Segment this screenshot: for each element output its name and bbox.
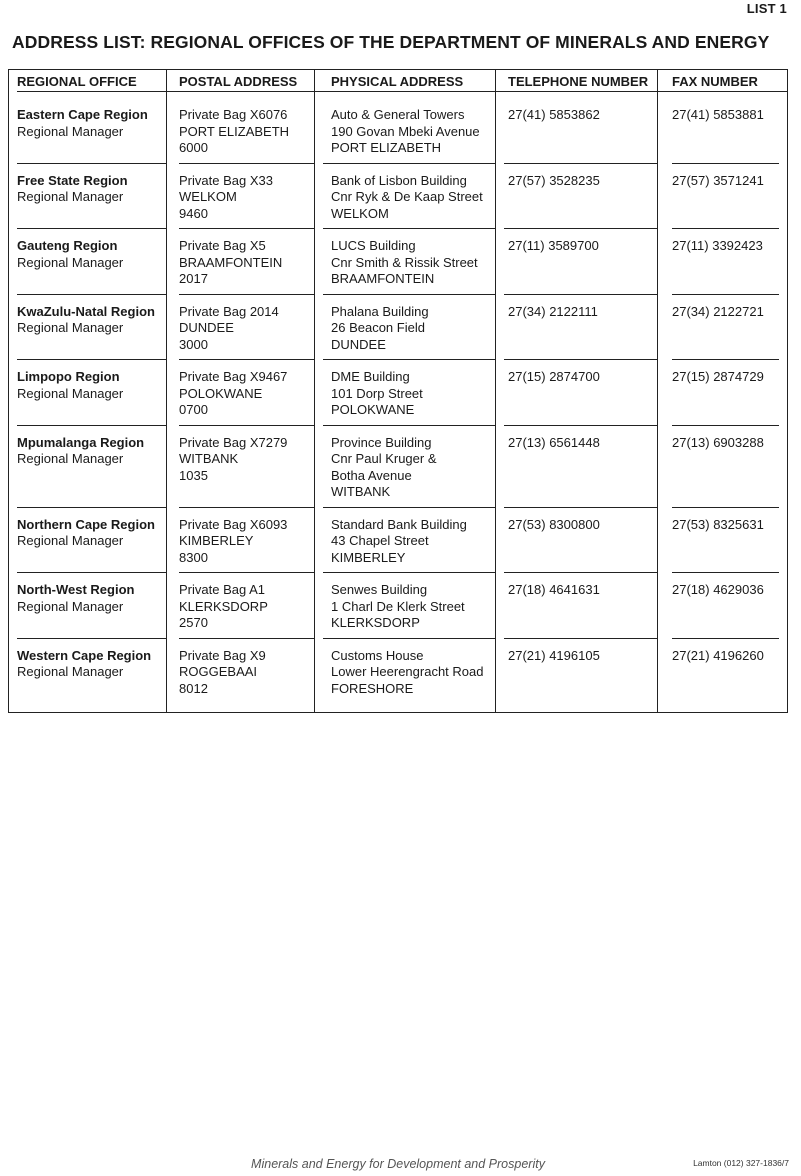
postal-address-cell-line: BRAAMFONTEIN [179,254,283,270]
row-rule [672,425,779,426]
column-separator [314,70,315,712]
regional-office-cell-line: Regional Manager [17,385,124,401]
row-rule [179,163,314,164]
physical-address-cell-line: BRAAMFONTEIN [331,271,435,286]
column-separator [657,70,658,712]
postal-address-cell [179,517,287,567]
regional-office-cell [17,648,151,681]
regional-office-cell-line: Eastern Cape Region [17,107,148,122]
row-rule [323,294,495,295]
row-rule [179,294,314,295]
fax-cell [672,582,764,599]
regional-office-cell-line: Regional Manager [17,664,124,679]
telephone-cell-line: 27(21) 4196105 [508,647,600,663]
postal-address-cell [179,107,289,157]
postal-address-cell-line: Private Bag X7279 [179,434,288,450]
address-table [8,69,788,713]
physical-address-cell [331,582,465,632]
physical-address-cell-line: POLOKWANE [331,402,415,417]
physical-address-cell-line: Cnr Ryk & De Kaap Street [331,189,483,204]
postal-address-cell-line: KIMBERLEY [179,533,254,548]
row-rule [323,572,495,573]
postal-address-cell [179,369,287,419]
row-rule [323,507,495,508]
regional-office-cell-line: Limpopo Region [17,369,120,384]
physical-address-cell-line: DUNDEE [331,336,386,352]
physical-address-cell-line: KIMBERLEY [331,549,406,565]
postal-address-cell [179,238,282,288]
row-rule [17,228,166,229]
postal-address-cell-line: 2570 [179,615,208,630]
column-separator [166,70,167,712]
physical-address-cell-line: Province Building [331,434,432,450]
row-rule [672,638,779,639]
physical-address-cell-line: Phalana Building [331,303,429,319]
fax-cell-line: 27(21) 4196260 [672,647,764,663]
column-header-regional-office: REGIONAL OFFICE [17,74,137,89]
fax-cell-line: 27(13) 6903288 [672,434,764,450]
physical-address-cell-line: 190 Govan Mbeki Avenue [331,123,480,139]
regional-office-cell-line: Regional Manager [17,189,124,204]
physical-address-cell-line: KLERKSDORP [331,615,420,630]
row-rule [179,507,314,508]
telephone-cell-line: 27(57) 3528235 [508,172,600,188]
physical-address-cell [331,238,478,288]
telephone-cell-line: 27(13) 6561448 [508,434,600,450]
postal-address-cell-line: 8300 [179,549,208,565]
telephone-cell [508,173,600,190]
postal-address-cell-line: Private Bag X6076 [179,107,288,122]
fax-cell-line: 27(18) 4629036 [672,582,764,597]
fax-cell [672,369,764,386]
postal-address-cell-line: 0700 [179,402,208,417]
physical-address-cell [331,369,423,419]
row-rule [323,425,495,426]
fax-cell [672,648,764,665]
column-header-fax-number: FAX NUMBER [672,74,758,89]
list-label: LIST 1 [746,1,787,16]
postal-address-cell-line: Private Bag X5 [179,238,266,253]
row-rule [323,163,495,164]
regional-office-cell-line: Regional Manager [17,254,124,270]
telephone-cell-line: 27(15) 2874700 [508,369,600,384]
physical-address-cell [331,107,480,157]
telephone-cell [508,648,600,665]
row-rule [672,572,779,573]
fax-cell [672,173,764,190]
postal-address-cell-line: Private Bag X33 [179,172,273,188]
physical-address-cell-line: FORESHORE [331,680,414,696]
row-rule [179,425,314,426]
postal-address-cell-line: ROGGEBAAI [179,664,258,679]
row-rule [323,359,495,360]
physical-address-cell-line: Lower Heerengracht Road [331,664,484,679]
row-rule [17,294,166,295]
regional-office-cell [17,107,148,140]
telephone-cell [508,107,600,124]
physical-address-cell-line: 1 Charl De Klerk Street [331,598,465,614]
row-rule [504,425,657,426]
telephone-cell-line: 27(11) 3589700 [508,238,599,253]
row-rule [17,425,166,426]
physical-address-cell-line: WITBANK [331,484,391,499]
postal-address-cell-line: WITBANK [179,451,239,466]
regional-office-cell-line: Regional Manager [17,320,124,335]
regional-office-cell-line: Regional Manager [17,123,124,139]
physical-address-cell-line: Senwes Building [331,582,428,597]
row-rule [504,294,657,295]
row-rule [17,638,166,639]
postal-address-cell-line: Private Bag X9467 [179,369,288,384]
postal-address-cell-line: 1035 [179,467,208,483]
telephone-cell-line: 27(41) 5853862 [508,107,600,122]
fax-cell [672,435,764,452]
row-rule [504,359,657,360]
postal-address-cell [179,582,268,632]
postal-address-cell [179,435,287,485]
fax-cell-line: 27(15) 2874729 [672,369,764,384]
regional-office-cell-line: Regional Manager [17,533,124,548]
telephone-cell [508,517,600,534]
fax-cell [672,238,763,255]
page-title: ADDRESS LIST: REGIONAL OFFICES OF THE DEPARTMENT OF MINERALS AND ENERGY [12,32,770,52]
postal-address-cell [179,304,279,354]
physical-address-cell-line: 101 Dorp Street [331,385,423,401]
physical-address-cell-line: PORT ELIZABETH [331,140,442,155]
fax-cell-line: 27(53) 8325631 [672,516,764,532]
row-rule [17,359,166,360]
row-rule [179,228,314,229]
row-rule [672,228,779,229]
column-header-physical-address: PHYSICAL ADDRESS [331,74,464,89]
postal-address-cell-line: PORT ELIZABETH [179,123,290,139]
row-rule [17,507,166,508]
telephone-cell [508,369,600,386]
physical-address-cell-line: Customs House [331,647,424,663]
postal-address-cell-line: Private Bag 2014 [179,303,279,319]
regional-office-cell [17,435,144,468]
regional-office-cell [17,582,134,615]
row-rule [179,638,314,639]
fax-cell [672,517,764,534]
row-rule [504,507,657,508]
regional-office-cell [17,369,123,402]
row-rule [323,638,495,639]
physical-address-cell [331,304,429,354]
row-rule [323,228,495,229]
physical-address-cell-line: LUCS Building [331,238,416,253]
postal-address-cell [179,173,273,223]
row-rule [672,294,779,295]
telephone-cell-line: 27(34) 2122111 [508,303,598,319]
column-separator [495,70,496,712]
fax-cell-line: 27(11) 3392423 [672,238,763,253]
regional-office-cell-line: Regional Manager [17,598,124,614]
postal-address-cell-line: KLERKSDORP [179,598,268,614]
physical-address-cell-line: Bank of Lisbon Building [331,172,467,188]
physical-address-cell-line: DME Building [331,369,410,384]
row-rule [672,507,779,508]
row-rule [504,163,657,164]
physical-address-cell-line: Botha Avenue [331,467,412,483]
postal-address-cell-line: Private Bag A1 [179,582,265,597]
footer-motto: Minerals and Energy for Development and Prosperity [251,1157,545,1171]
regional-office-cell-line: Northern Cape Region [17,516,155,532]
physical-address-cell-line: Auto & General Towers [331,107,465,122]
row-rule [504,572,657,573]
postal-address-cell-line: 2017 [179,271,208,286]
row-rule [179,359,314,360]
row-rule [504,228,657,229]
column-header-postal-address: POSTAL ADDRESS [179,74,298,89]
telephone-cell-line: 27(18) 4641631 [508,582,600,597]
physical-address-cell-line: 43 Chapel Street [331,533,429,548]
fax-cell [672,107,764,124]
telephone-cell-line: 27(53) 8300800 [508,516,600,532]
postal-address-cell-line: WELKOM [179,189,237,204]
fax-cell-line: 27(34) 2122721 [672,303,764,319]
column-header-telephone-number: TELEPHONE NUMBER [508,74,649,89]
regional-office-cell-line: North-West Region [17,582,135,597]
postal-address-cell [179,648,266,698]
row-rule [672,359,779,360]
physical-address-cell [331,173,483,223]
regional-office-cell-line: KwaZulu-Natal Region [17,303,155,319]
regional-office-cell-line: Gauteng Region [17,238,118,253]
telephone-cell [508,435,600,452]
telephone-cell [508,582,600,599]
regional-office-cell-line: Regional Manager [17,451,124,466]
telephone-cell [508,304,598,321]
postal-address-cell-line: DUNDEE [179,320,234,335]
regional-office-cell-line: Mpumalanga Region [17,434,145,450]
postal-address-cell-line: 8012 [179,680,208,696]
fax-cell-line: 27(57) 3571241 [672,172,764,188]
row-rule [504,638,657,639]
regional-office-cell [17,517,155,550]
header-rule [17,91,787,92]
regional-office-cell [17,238,123,271]
postal-address-cell-line: POLOKWANE [179,385,263,401]
physical-address-cell [331,435,437,501]
telephone-cell [508,238,599,255]
postal-address-cell-line: 6000 [179,140,208,155]
postal-address-cell-line: 3000 [179,336,208,352]
row-rule [17,572,166,573]
printer-credit: Lamton (012) 327-1836/7 [693,1158,789,1168]
postal-address-cell-line: 9460 [179,205,208,221]
regional-office-cell [17,304,155,337]
regional-office-cell-line: Western Cape Region [17,647,152,663]
postal-address-cell-line: Private Bag X9 [179,647,266,663]
fax-cell-line: 27(41) 5853881 [672,107,764,122]
row-rule [179,572,314,573]
physical-address-cell-line: 26 Beacon Field [331,320,425,335]
row-rule [672,163,779,164]
physical-address-cell-line: Cnr Paul Kruger & [331,451,437,466]
physical-address-cell-line: Cnr Smith & Rissik Street [331,254,478,270]
physical-address-cell [331,648,483,698]
regional-office-cell [17,173,128,206]
row-rule [17,163,166,164]
physical-address-cell-line: WELKOM [331,205,389,221]
regional-office-cell-line: Free State Region [17,172,128,188]
physical-address-cell-line: Standard Bank Building [331,516,467,532]
postal-address-cell-line: Private Bag X6093 [179,516,288,532]
physical-address-cell [331,517,467,567]
fax-cell [672,304,764,321]
